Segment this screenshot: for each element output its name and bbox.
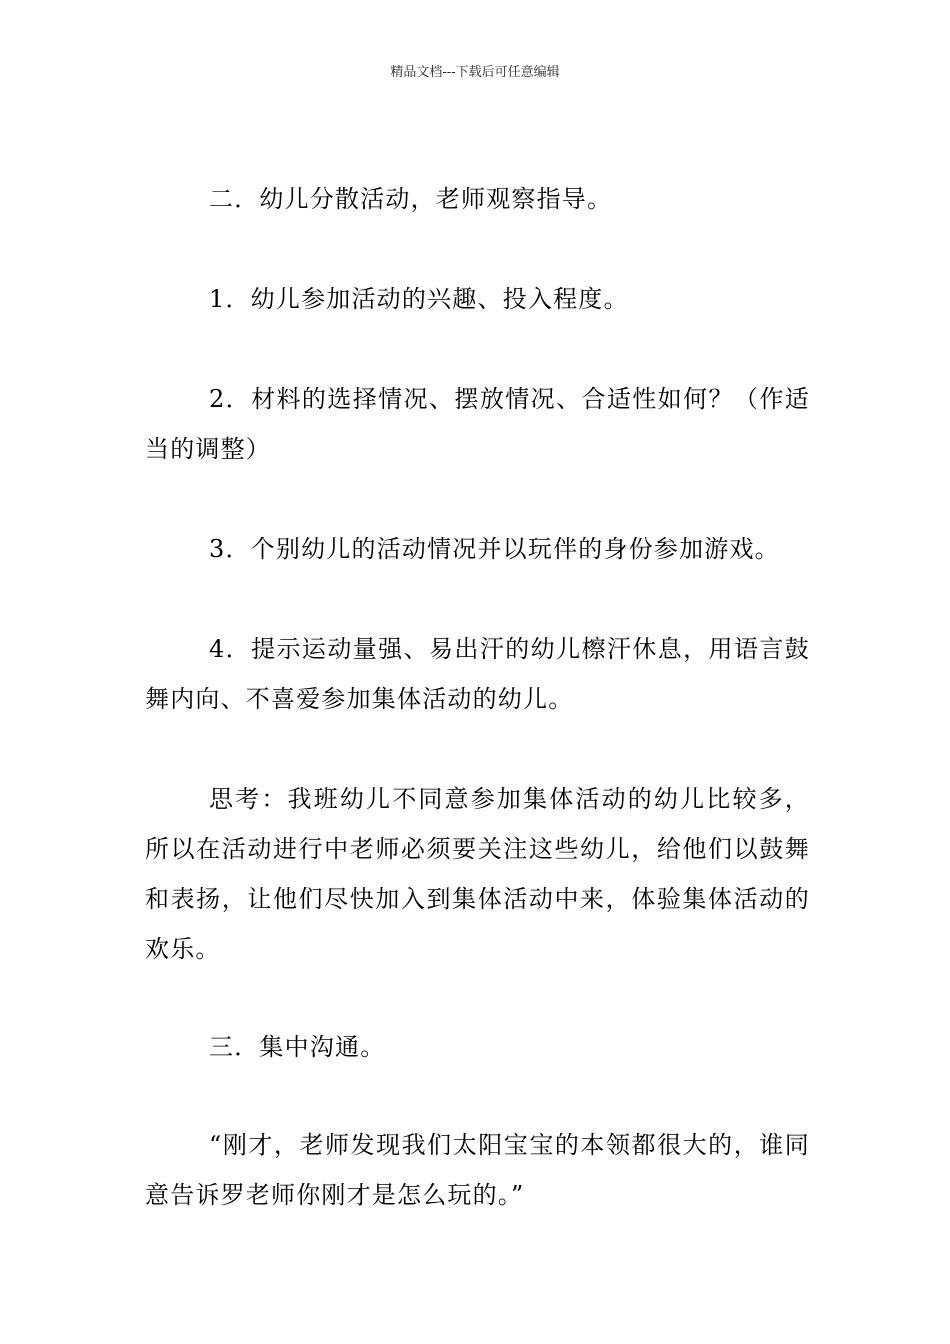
paragraph-item-3: 3．个别幼儿的活动情况并以玩伴的身份参加游戏。 <box>209 535 780 563</box>
paragraph-quote: “刚才，老师发现我们太阳宝宝的本领都很大的，谁同意告诉罗老师你刚才是怎么玩的。” <box>145 1131 810 1209</box>
paragraph-section-three: 三．集中沟通。 <box>209 1033 386 1061</box>
page-header: 精品文档---下载后可任意编辑 <box>390 65 560 80</box>
paragraph-item-1: 1．幼儿参加活动的兴趣、投入程度。 <box>209 285 629 313</box>
paragraph-item-2: 2．材料的选择情况、摆放情况、合适性如何？（作适当的调整） <box>145 385 810 463</box>
paragraph-section-two: 二．幼儿分散活动，老师观察指导。 <box>209 185 613 213</box>
paragraph-item-4: 4．提示运动量强、易出汗的幼儿檫汗休息，用语言鼓舞内向、不喜爱参加集体活动的幼儿。 <box>145 635 810 713</box>
paragraph-reflection: 思考：我班幼儿不同意参加集体活动的幼儿比较多，所以在活动进行中老师必须要关注这些幼儿，给他们以鼓舞和表扬，让他们尽快加入到集体活动中来，体验集体活动的欢乐。 <box>145 785 810 963</box>
